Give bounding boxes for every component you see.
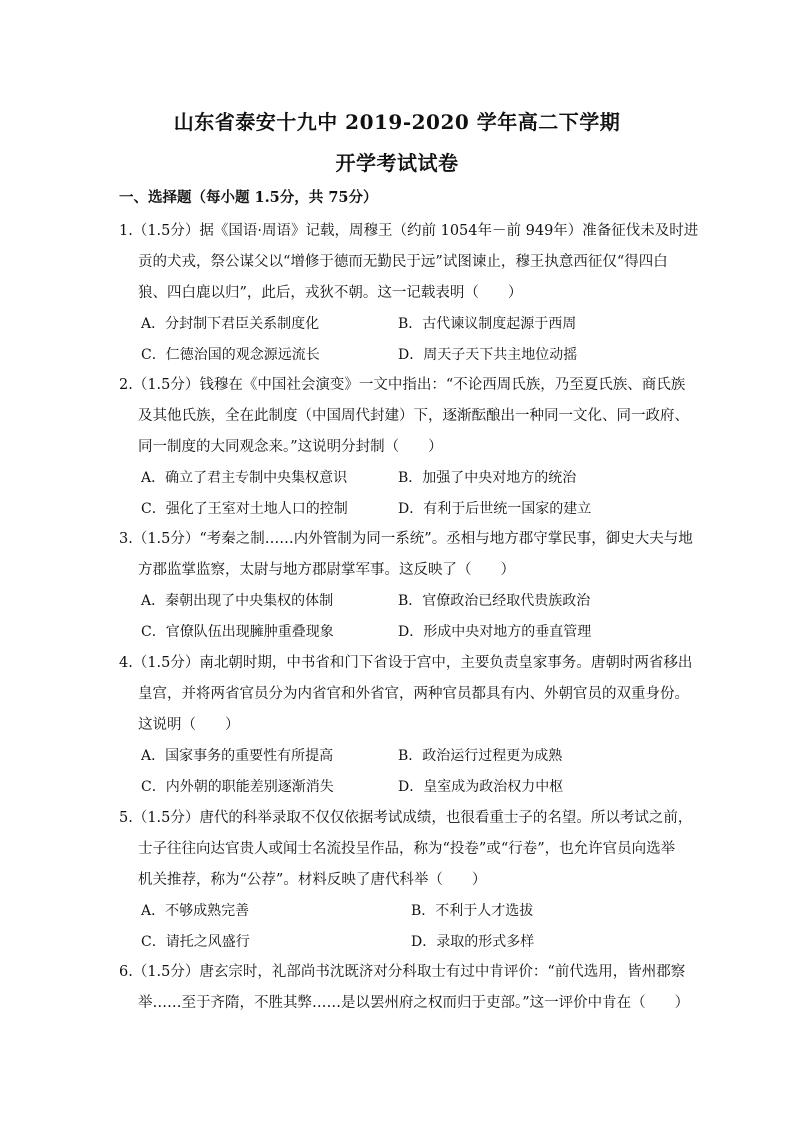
question-2 [119, 370, 689, 525]
question-1 [119, 216, 699, 371]
question-text-line: 方郡监掌监察，太尉与地方郡尉掌军事。这反映了（ ） [138, 562, 515, 578]
option-a[interactable]: A．不够成熟完善 [141, 903, 250, 919]
page-subtitle: 开学考试试卷 [335, 151, 459, 175]
question-text-line: 2.（1.5分）钱穆在《中国社会演变》一文中指出：“不论西周氏族，乃至夏氏族、商氏族 [119, 377, 686, 393]
question-text-line: 机关推荐，称为“公荐”。材料反映了唐代科举（ ） [138, 872, 487, 888]
question-6 [119, 957, 690, 1019]
option-b[interactable]: B．不利于人才选拔 [411, 903, 534, 919]
option-c[interactable]: C．官僚队伍出现臃肿重叠现象 [141, 624, 334, 640]
option-b[interactable]: B．加强了中央对地方的统治 [398, 470, 577, 486]
question-text-line: 6.（1.5分）唐玄宗时，礼部尚书沈既济对分科取士有过中肯评价：“前代选用，皆州郡察 [119, 964, 686, 980]
option-row [119, 896, 679, 927]
question-text-line: 狼、四白鹿以归”，此后，戎狄不朝。这一记载表明（ ） [138, 285, 523, 301]
question-4 [119, 648, 693, 803]
question-text-line: 及其他氏族，全在此制度（中国周代封建）下，逐渐酝酿出一种同一文化、同一政府、 [138, 408, 689, 424]
option-b[interactable]: B．官僚政治已经取代贵族政治 [398, 593, 591, 609]
option-a[interactable]: A．秦朝出现了中央集权的体制 [141, 593, 334, 609]
question-5 [119, 803, 693, 958]
option-b[interactable]: B．古代谏议制度起源于西周 [398, 316, 577, 332]
option-c[interactable]: C．仁德治国的观念源远流长 [141, 347, 320, 363]
question-text-line: 5.（1.5分）唐代的科举录取不仅仅依据考试成绩，也很看重士子的名望。所以考试之前， [119, 810, 693, 826]
question-text-line: 士子往往向达官贵人或闻士名流投呈作品，称为“投卷”或“行卷”，也允许官员向选举 [138, 841, 676, 857]
option-row [119, 309, 679, 340]
option-d[interactable]: D．形成中央对地方的垂直管理 [398, 624, 592, 640]
option-d[interactable]: D．有利于后世统一国家的建立 [398, 501, 592, 517]
question-3 [119, 524, 693, 648]
option-row [119, 617, 679, 648]
question-text-line: 4.（1.5分）南北朝时期，中书省和门下省设于宫中，主要负责皇家事务。唐朝时两省移出 [119, 655, 693, 671]
option-d[interactable]: D．皇室成为政治权力中枢 [398, 779, 564, 795]
option-row [119, 340, 679, 371]
question-text-line: 这说明（ ） [138, 717, 240, 733]
question-text-line: 皇宫，并将两省官员分为内省官和外省官，两种官员都具有内、外朝官员的双重身份。 [138, 686, 689, 702]
option-a[interactable]: A．确立了君主专制中央集权意识 [141, 470, 348, 486]
option-d[interactable]: D．录取的形式多样 [411, 934, 535, 950]
page-title: 山东省泰安十九中 2019-2020 学年高二下学期 [173, 110, 621, 134]
option-a[interactable]: A．分封制下君臣关系制度化 [141, 316, 320, 332]
option-d[interactable]: D．周天子天下共主地位动摇 [398, 347, 578, 363]
option-c[interactable]: C．请托之风盛行 [141, 934, 250, 950]
option-b[interactable]: B．政治运行过程更为成熟 [398, 748, 563, 764]
question-text-line: 同一制度的大同观念来。”这说明分封制（ ） [138, 439, 443, 455]
question-text-line: 贡的犬戎，祭公谋父以“增修于德而无勤民于远”试图谏止，穆王执意西征仅“得四白 [138, 254, 668, 270]
question-text-line: 1.（1.5分）据《国语·周语》记载，周穆王（约前 1054年－前 949年）准备征伐未及时进 [119, 223, 699, 239]
option-c[interactable]: C．强化了王室对土地人口的控制 [141, 501, 348, 517]
option-a[interactable]: A．国家事务的重要性有所提高 [141, 748, 334, 764]
option-row [119, 741, 679, 772]
option-row [119, 772, 679, 803]
option-c[interactable]: C．内外朝的职能差别逐渐消失 [141, 779, 334, 795]
option-row [119, 494, 679, 525]
option-row [119, 927, 679, 958]
question-text-line: 举……至于齐隋，不胜其弊……是以罢州府之权而归于吏部。”这一评价中肯在（ ） [138, 995, 690, 1011]
question-text-line: 3.（1.5分）“考秦之制……内外管制为同一系统”。丞相与地方郡守掌民事，御史大夫与地 [119, 531, 693, 547]
option-row [119, 463, 679, 494]
option-row [119, 586, 679, 617]
section-heading: 一、选择题（每小题 1.5分，共 75分） [119, 189, 378, 206]
